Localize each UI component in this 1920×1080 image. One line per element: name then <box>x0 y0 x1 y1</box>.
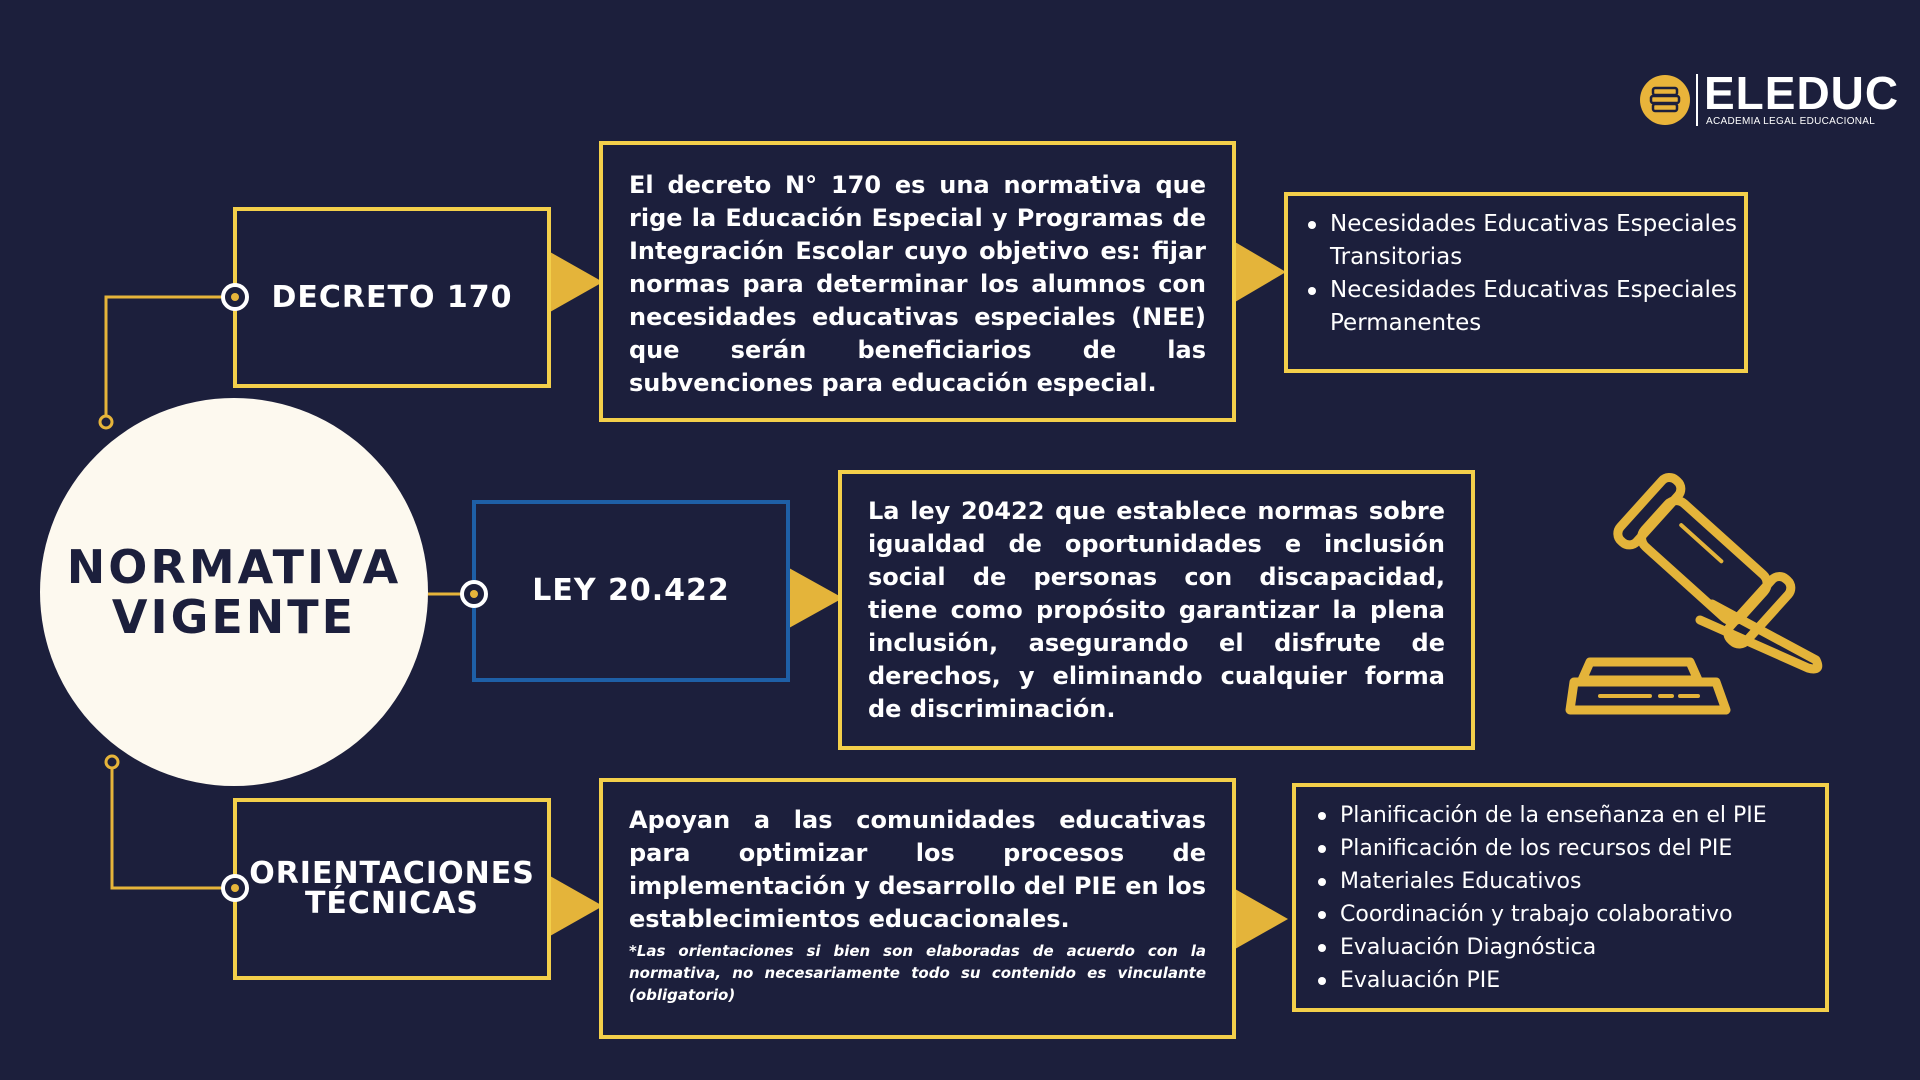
decreto-label: DECRETO 170 <box>271 279 513 315</box>
arrow-icon <box>789 568 843 628</box>
orientaciones-label-line1: ORIENTACIONES <box>249 856 535 891</box>
orientaciones-description: Apoyan a las comunidades educativas para optimizar los procesos de implementación y desarrollo del PIE en los establecimientos educacionales. <box>629 806 1206 933</box>
central-topic-line1: NORMATIVA <box>66 540 402 594</box>
orientaciones-note: *Las orientaciones si bien son elaboradas de acuerdo con la normativa, no necesariamente todo su contenido es vinculante (obligatorio) <box>629 942 1206 1004</box>
list-item: Evaluación Diagnóstica <box>1310 931 1821 964</box>
ley-label: LEY 20.422 <box>532 573 730 608</box>
decreto-description: El decreto N° 170 es una normativa que rige la Educación Especial y Programas de Integración Escolar cuyo objetivo es: fijar normas para determinar los alumnos con necesidades educativas especiales (NEE) que serán beneficiarios de las subvenciones para educación especial. <box>629 171 1206 397</box>
decreto-items-list <box>1300 208 1740 340</box>
orientaciones-items-list <box>1310 799 1821 997</box>
list-item: Planificación de la enseñanza en el PIE <box>1310 799 1821 832</box>
list-item: Necesidades Educativas Especiales Transitorias <box>1300 208 1740 274</box>
logo <box>1640 67 1900 130</box>
central-topic-line2: VIGENTE <box>111 590 357 644</box>
connector-dot-bottom <box>106 756 118 768</box>
list-item: Planificación de los recursos del PIE <box>1310 832 1821 865</box>
books-icon <box>1640 75 1690 125</box>
orientaciones-label-box <box>233 798 551 980</box>
list-item: Coordinación y trabajo colaborativo <box>1310 898 1821 931</box>
list-item: Evaluación PIE <box>1310 964 1821 997</box>
decreto-items-box <box>1284 192 1748 373</box>
arrow-icon <box>550 252 603 312</box>
list-item: Materiales Educativos <box>1310 865 1821 898</box>
orientaciones-description-box <box>599 778 1236 1039</box>
arrow-icon <box>550 876 603 936</box>
logo-tagline: ACADEMIA LEGAL EDUCACIONAL <box>1706 116 1876 127</box>
arrow-icon <box>1235 242 1286 302</box>
orientaciones-label-line2: TÉCNICAS <box>304 886 480 921</box>
decreto-description-box <box>599 141 1236 422</box>
decreto-label-box <box>233 207 551 388</box>
central-topic <box>40 398 428 786</box>
logo-divider <box>1696 74 1698 126</box>
connector-dot-top <box>100 416 112 428</box>
arrow-icon <box>1235 889 1288 949</box>
ley-label-box <box>472 500 790 682</box>
gavel-icon <box>1570 473 1818 710</box>
ley-description: La ley 20422 que establece normas sobre igualdad de oportunidades e inclusión social de personas con discapacidad, tiene como propósito garantizar la plena inclusión, asegurando el disfrute de derechos, y eliminando cualquier forma de discriminación. <box>868 497 1445 723</box>
logo-name: ELEDUC <box>1704 67 1900 119</box>
orientaciones-items-box <box>1292 783 1829 1012</box>
ley-description-box <box>838 470 1475 750</box>
list-item: Necesidades Educativas Especiales Permanentes <box>1300 274 1740 340</box>
